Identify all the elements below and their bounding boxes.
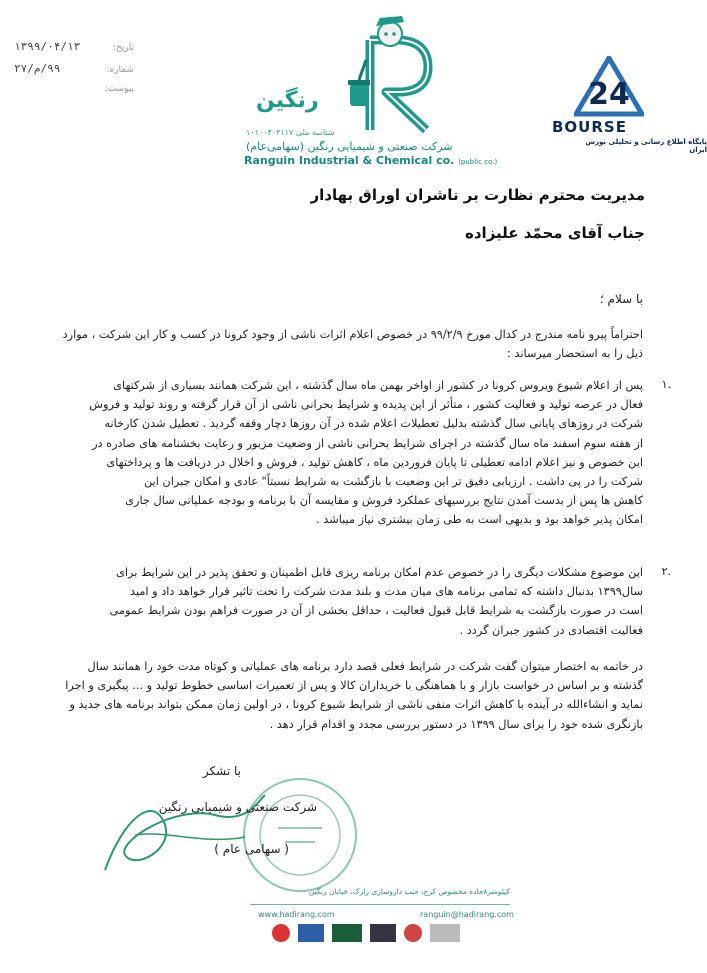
signature-company-type: ( سهامی عام ) bbox=[214, 842, 289, 856]
item-1-number: ۱. bbox=[661, 378, 671, 391]
item-1-line: فعال در عرصه تولید و فعالیت کشور ، متأثر از این پدیده و شرایط بحرانی ناشی از آن قرار گرفته و روند تولید و فروش bbox=[89, 398, 643, 412]
company-logo-text: رنگین bbox=[256, 88, 319, 113]
thanks-text: با تشکر bbox=[202, 764, 241, 778]
company-name-en bbox=[244, 154, 497, 167]
item-2-line: سال۱۳۹۹ بدنبال داشته که تمامی برنامه های میان مدت و بلند مدت شرکت را تحت تاثیر قرار خواهد داد و امید bbox=[130, 585, 643, 599]
item-1-line: از هفته سوم اسفند ماه سال گذشته در اجرای شرایط بحرانی ناشی از وضعیت مزبور و رعایت بخشنامه های صادره در bbox=[92, 436, 643, 450]
bourse-brand: BOURSE bbox=[552, 118, 627, 136]
bourse-tagline: پایگاه اطلاع رسانی و تحلیلی بورس ایران bbox=[585, 138, 707, 154]
attachment-label: پیوست: bbox=[104, 84, 134, 94]
recipient-line-1: مدیریت محترم نظارت بر ناشران اوراق بهادار bbox=[310, 186, 645, 204]
registration-id: شناسه ملی ۱۰۱۰۰۴۰۳۱۱۷ bbox=[246, 128, 335, 137]
recipient-line-2: جناب آقای محمّد علیزاده bbox=[465, 224, 645, 242]
signature-icon bbox=[95, 775, 275, 885]
closing-line: بازنگری شده خود را برای سال ۱۳۹۹ در دستور بررسی مجدد و اقدام قرار دهد . bbox=[269, 717, 643, 731]
greeting: با سلام ؛ bbox=[599, 292, 643, 306]
date-value: ۱۳۹۹/۰۴/۱۳ bbox=[14, 40, 81, 53]
closing-line: نماید و انشاءالله در آینده با کاهش اثرات منفی ناشی از شرایط شیوع کرونا ، در اولین زمان ممکن بتواند برنامه های جدید و bbox=[69, 698, 643, 712]
item-1-paragraph bbox=[83, 376, 643, 530]
certification-badges bbox=[272, 924, 460, 942]
item-2-paragraph bbox=[83, 563, 643, 640]
cert-badge-icon bbox=[298, 924, 324, 942]
intro-paragraph bbox=[53, 325, 643, 363]
footer-email: ranguin@hadirang.com bbox=[420, 910, 514, 919]
cert-badge-icon bbox=[272, 924, 290, 942]
item-2-line: این موضوع مشکلات دیگری را در خصوص عدم امکان برنامه ریزی قابل اطمینان و تحقق پذیر در این شرایط برای bbox=[116, 566, 643, 579]
footer-website: www.hadirang.com bbox=[258, 910, 335, 919]
item-1-line: پس از اعلام شیوع ویروس کرونا در کشور از اواخر بهمن ماه سال گذشته ، این شرکت همانند بسیاری از شرکتهای bbox=[113, 379, 643, 392]
intro-line: ذیل را به استحضار میرساند : bbox=[507, 347, 643, 361]
item-2-line: فعالیت اقتصادی در کشور جبران گردد . bbox=[459, 623, 643, 637]
item-1-line: شرکت در روزهای پایانی سال گذشته بدلیل تعطیلات اعلام شده در آن روزها دچار وقفه گردید . تعطیل شدن کارخانه bbox=[104, 417, 643, 431]
reference-block bbox=[14, 40, 134, 106]
company-name-en-suffix: (public co.) bbox=[458, 158, 498, 166]
cert-badge-icon bbox=[430, 924, 460, 942]
closing-line: گذشته و بر اساس در خواست بازار و با هماهنگی با خریداران کالا و پس از تعمیرات اساسی خطوط تولید و ... پیگیری و اجرا bbox=[65, 679, 643, 693]
item-2-line: است در صورت بازگشت به شرایط قابل قبول فعالیت ، حداقل بخشی از آن در صورت فراهم بودن شرایط عمومی bbox=[109, 604, 643, 618]
closing-paragraph bbox=[53, 657, 643, 734]
closing-line: در خاتمه به اختصار میتوان گفت شرکت در شرایط فعلی قصد دارد برنامه های عملیاتی و کوتاه مدت خود را همانند سال bbox=[87, 660, 643, 673]
intro-line: احتراماً پیرو نامه مندرج در کدال مورخ ۹۹/۲/۹ در خصوص اعلام اثرات ناشی از وجود کرونا در کسب و کار این شرکت ، موارد bbox=[62, 328, 643, 341]
date-label: تاریخ: bbox=[113, 43, 134, 53]
number-value: ۹۹/م/۲۷ bbox=[14, 62, 61, 75]
cert-badge-icon bbox=[332, 924, 362, 942]
cert-badge-icon bbox=[404, 924, 422, 942]
number-label: شماره: bbox=[106, 65, 134, 75]
item-1-line: شرکت را در پی داشت . ارزیابی دقیق تر این وضعیت با بازگشت به شرایط نسبتاً" عادی و امکان جبران این bbox=[143, 475, 643, 489]
company-name-en-text: Ranguin Industrial & Chemical co. bbox=[244, 154, 455, 167]
cert-badge-icon bbox=[370, 924, 396, 942]
footer-divider bbox=[250, 904, 510, 905]
item-1-line: این خصوص و نیز اعلام ادامه تعطیلی تا پایان فروردین ماه ، کاهش تولید ، فروش و اخلال در دریافت ها و پرداختهای bbox=[106, 455, 643, 469]
item-1-line: کاهش ها پس از بدست آمدن نتایج بررسیهای عملکرد فروش و مقایسه آن با برنامه و بودجه عملیاتی سال جاری bbox=[125, 494, 643, 508]
company-name-fa: شرکت صنعتی و شیمیایی رنگین (سهامی‌عام) bbox=[246, 140, 453, 153]
footer-address: کیلومتر۸جاده مخصوص کرج، جنب داروسازی رازک، خیابان رنگین bbox=[308, 887, 510, 896]
item-2-number: ۲. bbox=[661, 565, 671, 578]
item-1-line: امکان پذیر خواهد بود و بدیهی است به طی زمان بیشتری نیاز میباشد . bbox=[316, 513, 643, 527]
bourse-logo-icon bbox=[574, 56, 644, 118]
svg-text:24: 24 bbox=[588, 77, 630, 112]
ranguin-logo-icon bbox=[330, 12, 440, 137]
signature-company: شرکت صنعتی و شیمیایی رنگین bbox=[158, 800, 317, 814]
